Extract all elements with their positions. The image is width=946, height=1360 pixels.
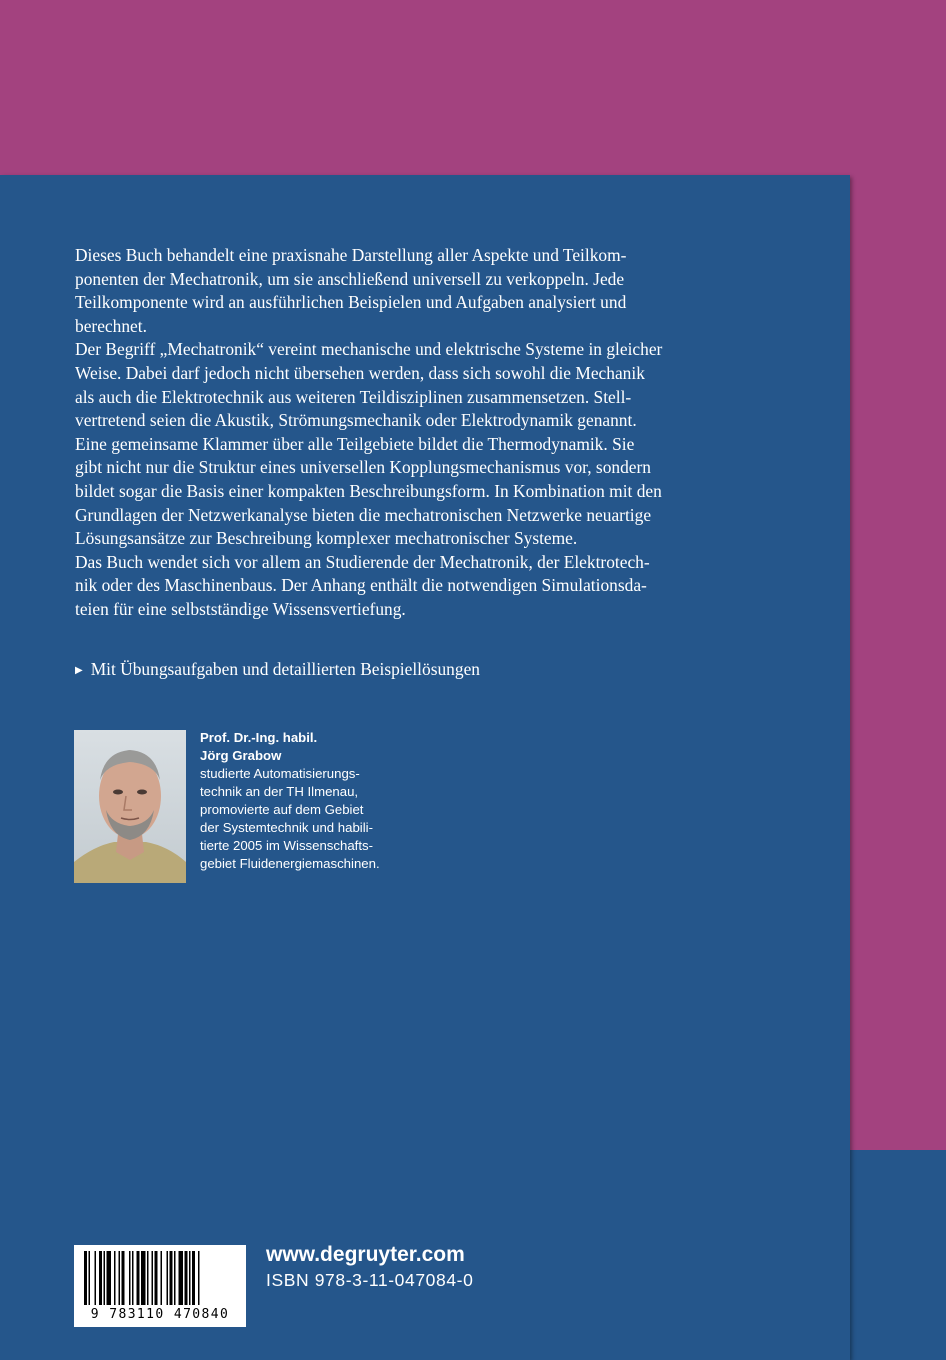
blurb-line: vertretend seien die Akustik, Strömungsmechanik oder Elektrodynamik genannt. [75, 410, 637, 431]
barcode-bar [179, 1251, 184, 1305]
blurb-line: berechnet. [75, 315, 147, 336]
barcode-bar [198, 1251, 200, 1305]
barcode-bar [84, 1251, 87, 1305]
magenta-background [0, 0, 946, 175]
blurb-line: teien für eine selbstständige Wissensvertiefung. [75, 598, 406, 619]
barcode-bar [152, 1251, 154, 1305]
blurb-line: gibt nicht nur die Struktur eines universellen Kopplungsmechanismus vor, sondern [75, 457, 651, 478]
blurb-line: bildet sogar die Basis einer kompakten Beschreibungsform. In Kombination mit den [75, 480, 662, 501]
blurb-line: Eine gemeinsame Klammer über alle Teilgebiete bildet die Thermodynamik. Sie [75, 433, 635, 454]
barcode-bar [107, 1251, 112, 1305]
barcode-bar [147, 1251, 149, 1305]
book-blurb [75, 244, 773, 622]
author-bio-line: der Systemtechnik und habili- [200, 820, 373, 835]
barcode-bar [170, 1251, 173, 1305]
author-bio-line: studierte Automatisierungs- [200, 766, 360, 781]
blurb-line: Der Begriff „Mechatronik“ vereint mechanische und elektrische Systeme in gleicher [75, 339, 663, 360]
barcode-bar [161, 1251, 163, 1305]
author-bio-line: tierte 2005 im Wissenschafts- [200, 838, 373, 853]
blurb-line: Teilkomponente wird an ausführlichen Beispielen und Aufgaben analysiert und [75, 292, 627, 313]
barcode-bar [192, 1251, 195, 1305]
blurb-line: Weise. Dabei darf jedoch nicht übersehen werden, dass sich sowohl die Mechanik [75, 362, 645, 383]
author-title: Prof. Dr.-Ing. habil. [200, 730, 318, 745]
barcode-bar [114, 1251, 116, 1305]
author-photo [74, 730, 186, 883]
barcode-bar [89, 1251, 91, 1305]
blurb-line: als auch die Elektrotechnik aus weiteren Teildisziplinen zusammensetzen. Stell- [75, 386, 632, 407]
barcode-bar [167, 1251, 169, 1305]
barcode-bar [99, 1251, 102, 1305]
isbn-number: ISBN 978-3-11-047084-0 [266, 1270, 474, 1290]
author-bio-line: gebiet Fluidenergiemaschinen. [200, 856, 380, 871]
barcode-bar [119, 1251, 121, 1305]
triangle-bullet-icon: ▶ [75, 665, 83, 676]
blurb-line: Grundlagen der Netzwerkanalyse bieten die mechatronischen Netzwerke neuartige [75, 504, 652, 525]
barcode-bar [122, 1251, 125, 1305]
barcode-bar [141, 1251, 146, 1305]
barcode-bar [189, 1251, 191, 1305]
feature-bullet [75, 657, 480, 685]
barcode-bar [104, 1251, 106, 1305]
barcode-bar [155, 1251, 158, 1305]
publisher-website[interactable]: www.degruyter.com [266, 1243, 465, 1266]
blurb-line: Dieses Buch behandelt eine praxisnahe Darstellung aller Aspekte und Teilkom- [75, 245, 627, 265]
barcode-bar [185, 1251, 188, 1305]
barcode-bar [95, 1251, 97, 1305]
barcode-bar [132, 1251, 134, 1305]
author-bio-line: technik an der TH Ilmenau, [200, 784, 359, 799]
feature-text: Mit Übungsaufgaben und detaillierten Beispiellösungen [90, 659, 480, 679]
blurb-line: ponenten der Mechatronik, um sie anschließend universell zu verkoppeln. Jede [75, 268, 625, 289]
right-blue-strip [850, 1150, 946, 1360]
blurb-line: Das Buch wendet sich vor allem an Studierende der Mechatronik, der Elektrotech- [75, 551, 650, 572]
barcode-bar [137, 1251, 140, 1305]
barcode-bar [129, 1251, 131, 1305]
barcode-bar [174, 1251, 176, 1305]
isbn-barcode [74, 1245, 246, 1327]
blurb-line: nik oder des Maschinenbaus. Der Anhang enthält die notwendigen Simulationsda- [75, 575, 647, 596]
author-bio-line: promovierte auf dem Gebiet [200, 802, 364, 817]
barcode-digits: 9 783110 470840 [90, 1307, 230, 1322]
author-info [200, 729, 430, 873]
blurb-line: Lösungsansätze zur Beschreibung komplexer mechatronischer Systeme. [75, 528, 578, 549]
author-name: Jörg Grabow [200, 748, 282, 763]
